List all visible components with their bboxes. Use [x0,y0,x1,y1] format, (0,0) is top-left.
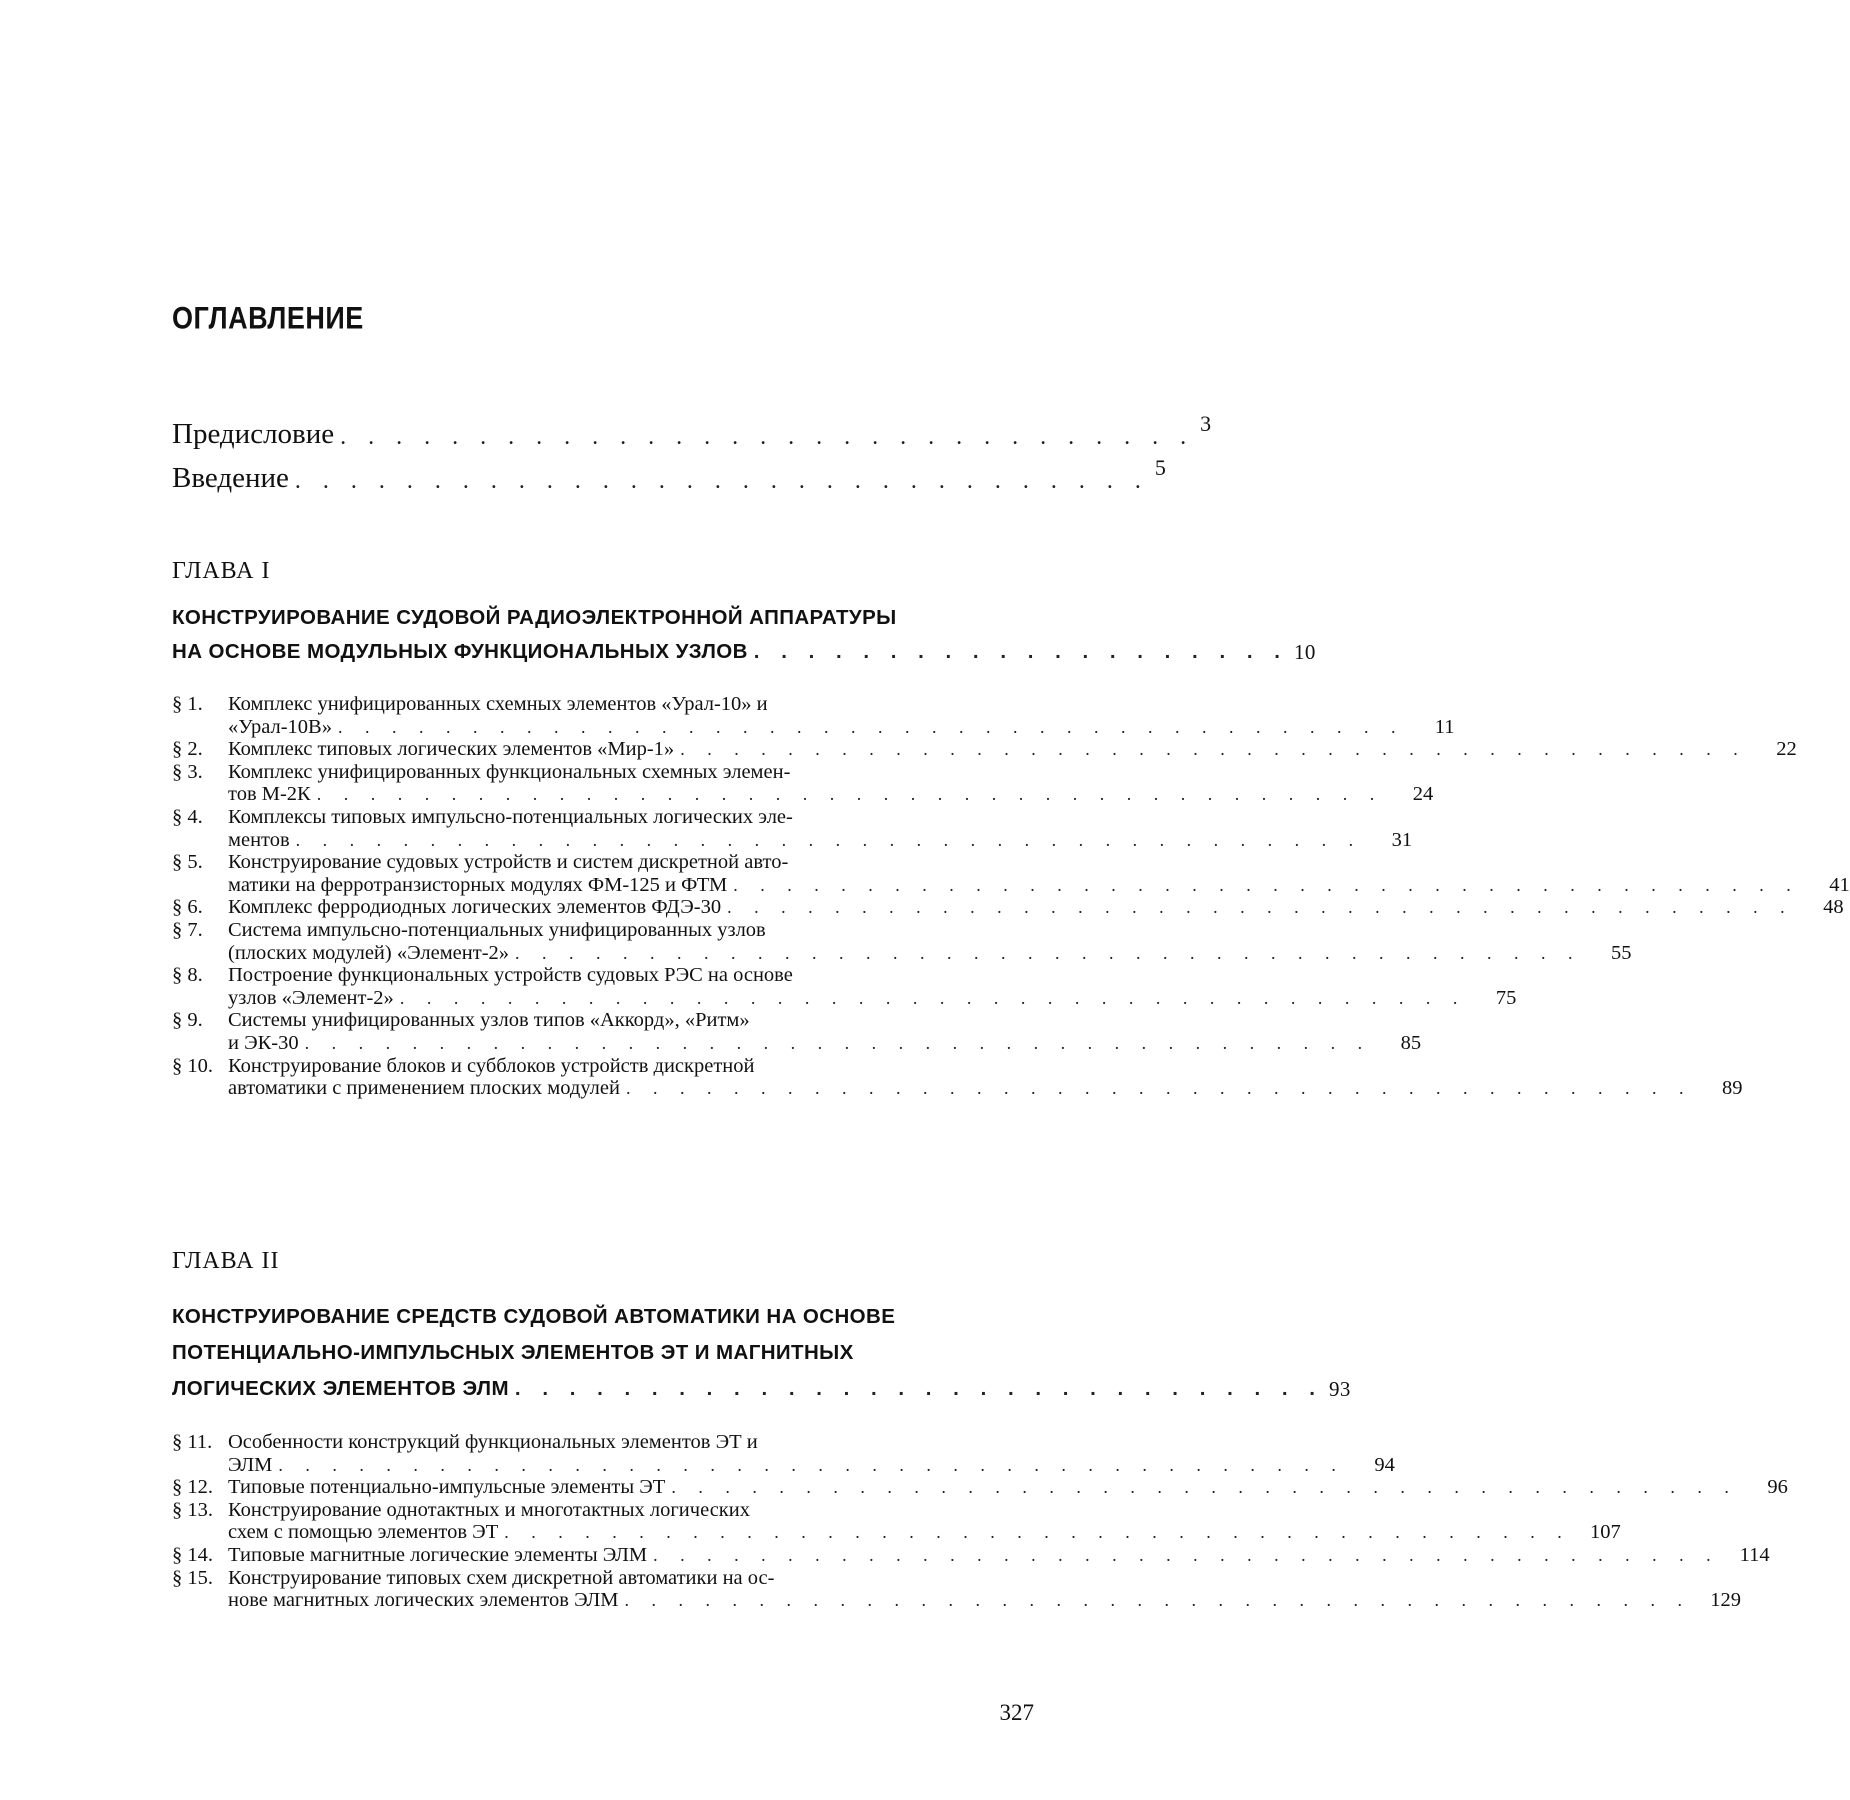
section-title-line: Типовые потенциально-импульсные элементы ЭТ [228,1476,666,1499]
section-title-line: нове магнитных логических элементов ЭЛМ [228,1589,619,1612]
toc-section-entry [172,693,1455,738]
section-number: § 11. [172,1431,213,1453]
section-last-line [228,1476,1788,1499]
section-title-line: Конструирование однотактных и многотактных логических [228,1498,750,1521]
dot-leader: . . . . . . . . . . . . . . . . . . . . . . . . . . . . . . . . . . . . . . . . [295,829,1363,850]
section-body [228,761,1433,806]
section-page: 11 [1434,715,1455,738]
section-page: 55 [1611,941,1632,964]
section-last-line [228,1544,1770,1567]
section-last-line [228,987,1516,1010]
toc-section-entry [172,1009,1422,1054]
section-number: § 9. [172,1009,203,1032]
section-last-line [228,1454,1395,1477]
chapter-title-last-line [172,1371,1351,1407]
dot-leader: . . . . . . . . . . . . . . . . . . . . . . . . . . . . . . . . . . . . . . . . [504,1522,1571,1543]
dot-leader: . . . . . . . . . . . . . . . . . . . . . . . . . . . . . . . . . . . . . . . . [727,897,1794,918]
section-title-line: Конструирование судовых устройств и систем дискретной авто- [228,851,789,874]
chapter-page: 93 [1328,1377,1351,1401]
section-title-line: (плоских модулей) «Элемент-2» [228,941,510,964]
dot-leader: . . . . . . . . . . . . . . . . . . . . . . . . . . . . . . . . . . . . . . . . [278,1454,1345,1475]
section-title-line: Типовые магнитные логические элементы ЭЛМ [228,1543,648,1566]
section-body [228,1476,1788,1499]
section-title-line: ментов [228,828,290,851]
section-title-line: Конструирование блоков и субблоков устройств дискретной [228,1054,755,1077]
section-number: § 14. [172,1543,213,1566]
chapter-title-line: КОНСТРУИРОВАНИЕ СУДОВОЙ РАДИОЭЛЕКТРОННОЙ АППАРАТУРЫ [172,606,897,629]
section-title-line: ЭЛМ [228,1453,273,1476]
page-number: 327 [999,1700,1034,1725]
section-list [172,693,1850,1100]
dot-leader: . . . . . . . . . . . . . . . . . . . . . . . . . . . . . . . [340,424,1195,450]
section-number: § 1. [172,693,203,715]
section-last-line [228,1032,1421,1055]
dot-leader: . . . . . . . . . . . . . . . . . . . . . . . . . . . . . . . . . . . . . . . . [515,942,1582,963]
chapter-page: 10 [1293,640,1316,664]
section-title-line: Особенности конструкций функциональных элементов ЭТ и [228,1431,758,1453]
chapter-heading: ГЛАВА I [172,558,271,584]
section-page: 31 [1391,828,1413,851]
section-page: 41 [1829,873,1850,896]
chapter-title-line: КОНСТРУИРОВАНИЕ СРЕДСТВ СУДОВОЙ АВТОМАТИКИ НА ОСНОВЕ [172,1305,896,1328]
entry-label: Предисловие [172,418,335,450]
section-title-line: «Урал-10В» [228,715,332,738]
section-body [228,896,1844,919]
section-title-line: Комплекс унифицированных функциональных схемных элемен- [228,760,791,783]
section-title-line: Построение функциональных устройств судовых РЭС на основе [228,964,793,987]
table-of-contents [172,300,1850,1612]
section-body [228,738,1797,761]
dot-leader: . . . . . . . . . . . . . . . . . . . . . . . . . . . . . . . . . . . . . . . . [653,1544,1720,1565]
dot-leader: . . . . . . . . . . . . . . . . . . . . . . . . . . . . . . . . . . . . . . . . [625,1078,1693,1099]
section-last-line [228,942,1632,965]
section-page: 22 [1776,738,1797,761]
section-body [228,851,1850,896]
section-title-line: Конструирование типовых схем дискретной автоматики на ос- [228,1566,775,1589]
entry-page: 3 [1200,411,1212,436]
section-body [228,964,1516,1009]
section-number: § 6. [172,896,203,919]
toc-entry-introduction [172,451,1166,495]
toc-section-entry [172,964,1517,1009]
section-title-line: Система импульсно-потенциальных унифицированных узлов [228,918,766,941]
toc-section-entry [172,918,1632,964]
toc-section-entry [172,1498,1621,1544]
section-page: 89 [1721,1077,1743,1100]
section-number: § 15. [172,1566,213,1589]
section-number: § 8. [172,964,203,987]
section-title-line: Комплекс типовых логических элементов «Мир-1» [228,738,675,761]
chapter-title-line: НА ОСНОВЕ МОДУЛЬНЫХ ФУНКЦИОНАЛЬНЫХ УЗЛОВ [172,640,748,663]
dot-leader: . . . . . . . . . . . . . . . . . . . . . . . . . . . . . . . . . . . . . . . . [671,1477,1738,1498]
section-body [228,1009,1421,1054]
dot-leader: . . . . . . . . . . . . . . . . . . . . . . . . . . . . . . . . . . . . . . . . [304,1032,1372,1053]
chapter-2 [172,1248,1788,1612]
dot-leader: . . . . . . . . . . . . . . . . . . . . . . . . . . . . . . [514,1377,1323,1400]
section-number: § 10. [172,1054,213,1077]
toc-section-entry [172,851,1850,896]
dot-leader: . . . . . . . . . . . . . . . . . . . . . . . . . . . . . . . . . . . . . . . . [733,874,1800,895]
section-body [228,1499,1621,1544]
section-page: 96 [1767,1476,1788,1499]
toc-section-entry [172,1476,1788,1499]
section-number: § 4. [172,805,203,828]
section-list [172,1431,1788,1612]
toc-section-entry [172,1431,1395,1476]
section-last-line [228,874,1850,897]
chapter-title [172,601,1316,669]
toc-section-entry [172,760,1434,806]
section-number: § 12. [172,1476,213,1499]
section-body [228,1055,1742,1100]
section-number: § 13. [172,1498,213,1521]
section-title-line: Комплексы типовых импульсно-потенциальных логических эле- [228,805,793,828]
section-page: 94 [1374,1453,1395,1476]
section-last-line [228,738,1797,761]
section-title-line: схем с помощью элементов ЭТ [228,1521,499,1544]
section-body [228,1544,1770,1567]
chapter-title-line: ЛОГИЧЕСКИХ ЭЛЕМЕНТОВ ЭЛМ [172,1377,509,1400]
toc-section-entry [172,1566,1741,1612]
section-title-line: Комплекс ферродиодных логических элементов ФДЭ-30 [228,896,722,919]
section-title-line: матики на ферротранзисторных модулях ФМ-125 и ФТМ [228,873,728,896]
section-page: 107 [1589,1521,1621,1544]
toc-entry-preface [172,407,1212,451]
section-title-line: автоматики с применением плоских модулей [228,1077,620,1100]
section-page: 48 [1823,896,1844,919]
chapter-title [172,1299,1351,1407]
dot-leader: . . . . . . . . . . . . . . . . . . . . [753,640,1288,663]
toc-title: ОГЛАВЛЕНИЕ [172,300,364,336]
toc-section-entry [172,1543,1770,1567]
front-matter-list [172,407,1212,495]
toc-section-entry [172,738,1797,761]
section-number: § 3. [172,760,203,783]
dot-leader: . . . . . . . . . . . . . . . . . . . . . . . . . . . . . . . . . . . . . . . . [624,1590,1691,1611]
chapter-heading: ГЛАВА II [172,1248,280,1274]
dot-leader: . . . . . . . . . . . . . . . . . . . . . . . . . . . . . . . [294,468,1149,494]
section-body [228,1431,1395,1476]
section-page: 75 [1495,986,1517,1009]
dot-leader: . . . . . . . . . . . . . . . . . . . . . . . . . . . . . . . . . . . . . . . . [680,739,1747,760]
section-title-line: тов М-2К [228,783,311,806]
section-page: 114 [1739,1543,1770,1566]
section-last-line [228,783,1433,806]
section-number: § 7. [172,918,203,941]
dot-leader: . . . . . . . . . . . . . . . . . . . . . . . . . . . . . . . . . . . . . . . . [399,987,1467,1008]
section-last-line [228,1077,1742,1100]
section-body [228,806,1412,851]
section-last-line [228,1521,1621,1544]
chapter-1 [172,558,1850,1100]
section-last-line [228,896,1844,919]
section-title-line: узлов «Элемент-2» [228,986,394,1009]
toc-section-entry [172,805,1413,851]
section-title-line: Системы унифицированных узлов типов «Аккорд», «Ритм» [228,1009,750,1032]
section-number: § 5. [172,851,203,874]
section-last-line [228,1589,1741,1612]
toc-section-entry [172,896,1844,919]
section-page: 85 [1400,1031,1422,1054]
section-title-line: и ЭК-30 [228,1031,299,1054]
chapter-title-line: ПОТЕНЦИАЛЬНО-ИМПУЛЬСНЫХ ЭЛЕМЕНТОВ ЭТ И МАГНИТНЫХ [172,1341,854,1364]
section-title-line: Комплекс унифицированных схемных элементов «Урал-10» и [228,693,768,715]
section-last-line [228,829,1412,852]
section-number: § 2. [172,738,203,761]
entry-label: Введение [172,462,289,494]
section-body [228,1567,1741,1612]
section-last-line [228,716,1454,739]
section-page: 129 [1710,1589,1741,1612]
section-page: 24 [1412,783,1434,806]
toc-section-entry [172,1054,1743,1100]
section-body [228,693,1454,738]
dot-leader: . . . . . . . . . . . . . . . . . . . . . . . . . . . . . . . . . . . . . . . . [337,716,1405,737]
dot-leader: . . . . . . . . . . . . . . . . . . . . . . . . . . . . . . . . . . . . . . . . [316,784,1384,805]
section-body [228,919,1632,964]
chapter-title-last-line [172,635,1316,669]
entry-page: 5 [1154,455,1166,480]
